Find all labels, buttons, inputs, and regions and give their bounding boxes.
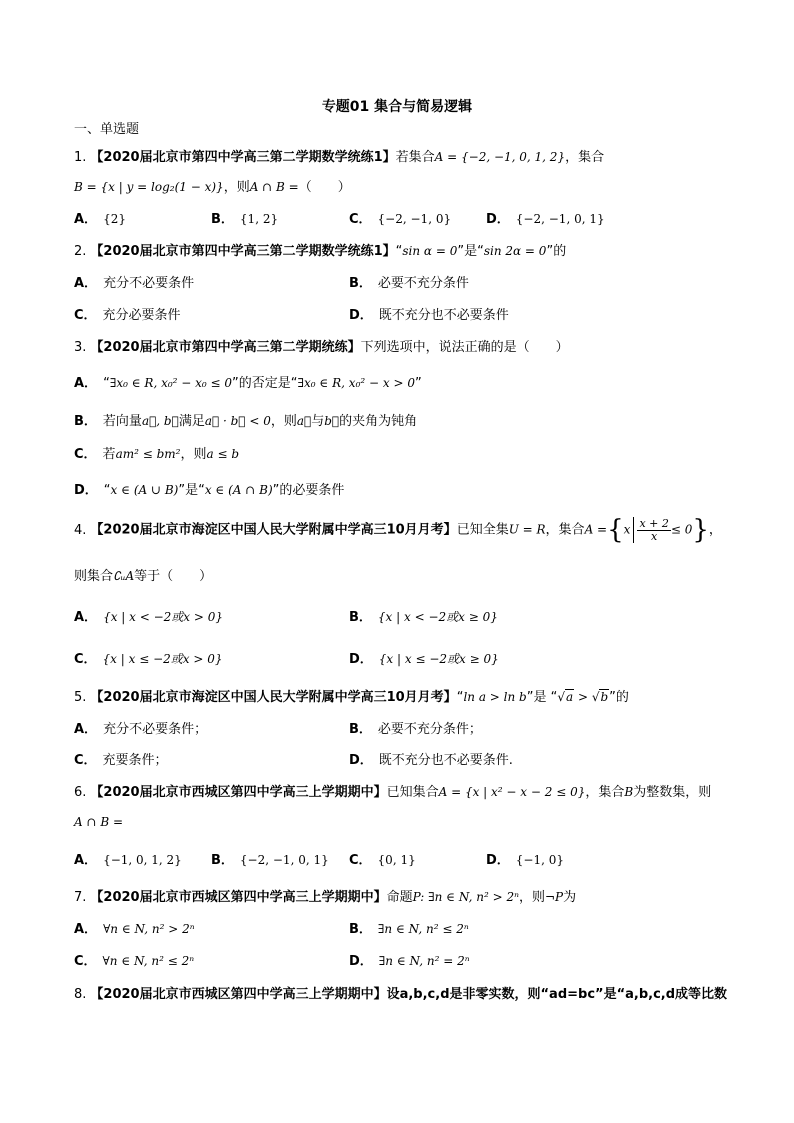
question-2-stem: 2. 【2020届北京市第四中学高三第二学期数学统练1】“sin α = 0”是“sin 2α = 0”的 bbox=[74, 244, 567, 259]
question-source: 【2020届北京市第四中学高三第二学期数学统练1】 bbox=[90, 244, 396, 259]
option-a: A． {−1, 0, 1, 2} bbox=[74, 853, 182, 868]
question-8-stem: 8. 【2020届北京市西城区第四中学高三上学期期中】设a,b,c,d是非零实数，则“ad=bc”是“a,b,c,d成等比数 bbox=[74, 987, 728, 1002]
question-1-stem: 1. 【2020届北京市第四中学高三第二学期数学统练1】若集合A = {−2, −1, 0, 1, 2}，集合 bbox=[74, 150, 605, 165]
math-expression: B = {x | y = log₂(1 − x)} bbox=[74, 180, 224, 194]
option-d: D． 既不充分也不必要条件. bbox=[349, 753, 513, 768]
option-d: D． {−1, 0} bbox=[486, 853, 565, 868]
option-d: D． {x | x ≤ −2或x ≥ 0} bbox=[349, 652, 499, 667]
section-heading: 一、单选题 bbox=[74, 122, 140, 137]
option-b: B． 若向量a⃗, b⃗满足a⃗ · b⃗ < 0，则a⃗与b⃗的夹角为钝角 bbox=[74, 414, 418, 429]
fraction: $\frac{x + 2}{x}$ bbox=[639, 516, 669, 543]
option-a: A． 充分不必要条件 bbox=[74, 276, 195, 291]
sqrt-expression: √b bbox=[591, 690, 609, 704]
option-c: C． {x | x ≤ −2或x > 0} bbox=[74, 652, 223, 667]
option-b: B． 必要不充分条件 bbox=[349, 276, 469, 291]
question-3-stem: 3. 【2020届北京市第四中学高三第二学期统练】下列选项中，说法正确的是（ ） bbox=[74, 340, 569, 355]
option-b: B． {−2, −1, 0, 1} bbox=[211, 853, 329, 868]
math-expression: A ∩ B = bbox=[249, 180, 299, 194]
math-expression: sin α = 0 bbox=[402, 244, 458, 258]
option-b: B． ∃n ∈ N, n² ≤ 2ⁿ bbox=[349, 922, 469, 937]
question-source: 【2020届北京市海淀区中国人民大学附属中学高三10月月考】 bbox=[90, 522, 457, 538]
option-d: D． 既不充分也不必要条件 bbox=[349, 308, 509, 323]
sqrt-expression: √a bbox=[557, 690, 574, 704]
option-c: C． {−2, −1, 0} bbox=[349, 212, 452, 227]
question-source: 【2020届北京市海淀区中国人民大学附属中学高三10月月考】 bbox=[90, 690, 457, 705]
question-source: 【2020届北京市西城区第四中学高三上学期期中】 bbox=[90, 890, 387, 905]
option-d: D． {−2, −1, 0, 1} bbox=[486, 212, 605, 227]
question-source: 【2020届北京市第四中学高三第二学期数学统练1】 bbox=[90, 150, 396, 165]
option-a: A． {x | x < −2或x > 0} bbox=[74, 610, 223, 625]
option-b: B． 必要不充分条件； bbox=[349, 722, 482, 737]
question-6-stem: 6. 【2020届北京市西城区第四中学高三上学期期中】已知集合A = {x | x² − x − 2 ≤ 0}，集合B为整数集，则 bbox=[74, 785, 712, 800]
math-expression: sin 2α = 0 bbox=[483, 244, 547, 258]
question-6-stem-line2: A ∩ B = bbox=[74, 815, 124, 829]
option-c: C． 充要条件； bbox=[74, 753, 168, 768]
option-d: D． ∃n ∈ N, n² = 2ⁿ bbox=[349, 954, 470, 969]
option-a: A． 充分不必要条件； bbox=[74, 722, 208, 737]
question-source: 【2020届北京市西城区第四中学高三上学期期中】 bbox=[90, 785, 387, 800]
option-d: D． “x ∈ (A ∪ B)”是“x ∈ (A ∩ B)”的必要条件 bbox=[74, 483, 345, 498]
question-source: 【2020届北京市西城区第四中学高三上学期期中】 bbox=[90, 987, 387, 1002]
page-title: 专题01 集合与简易逻辑 bbox=[321, 99, 473, 115]
option-c: C． ∀n ∈ N, n² ≤ 2ⁿ bbox=[74, 954, 195, 969]
question-4-stem: 4. 【2020届北京市海淀区中国人民大学附属中学高三10月月考】已知全集U = R，集合A ={x $\frac{x + 2}{x}$ ≤ 0}， bbox=[74, 515, 722, 545]
question-4-stem-line2: 则集合∁ᵤA等于（ ） bbox=[74, 569, 213, 584]
option-c: C． 充分必要条件 bbox=[74, 308, 181, 323]
question-7-stem: 7. 【2020届北京市西城区第四中学高三上学期期中】命题P: ∃n ∈ N, n² > 2ⁿ，则¬P为 bbox=[74, 890, 577, 905]
question-1-stem-line2: B = {x | y = log₂(1 − x)}，则A ∩ B =（ ） bbox=[74, 180, 351, 195]
question-5-stem: 5. 【2020届北京市海淀区中国人民大学附属中学高三10月月考】“ln a > ln b”是 “√a > √b”的 bbox=[74, 690, 629, 705]
math-expression: A = {−2, −1, 0, 1, 2} bbox=[434, 150, 566, 164]
option-b: B． {x | x < −2或x ≥ 0} bbox=[349, 610, 498, 625]
option-a: A． ∀n ∈ N, n² > 2ⁿ bbox=[74, 922, 195, 937]
option-c: C． {0, 1} bbox=[349, 853, 416, 868]
option-a: A． “∃x₀ ∈ R, x₀² − x₀ ≤ 0”的否定是“∃x₀ ∈ R, x₀² − x > 0” bbox=[74, 376, 422, 391]
option-b: B． {1, 2} bbox=[211, 212, 279, 227]
option-c: C． 若am² ≤ bm²，则a ≤ b bbox=[74, 447, 240, 462]
question-source: 【2020届北京市第四中学高三第二学期统练】 bbox=[90, 340, 361, 355]
option-a: A． {2} bbox=[74, 212, 126, 227]
